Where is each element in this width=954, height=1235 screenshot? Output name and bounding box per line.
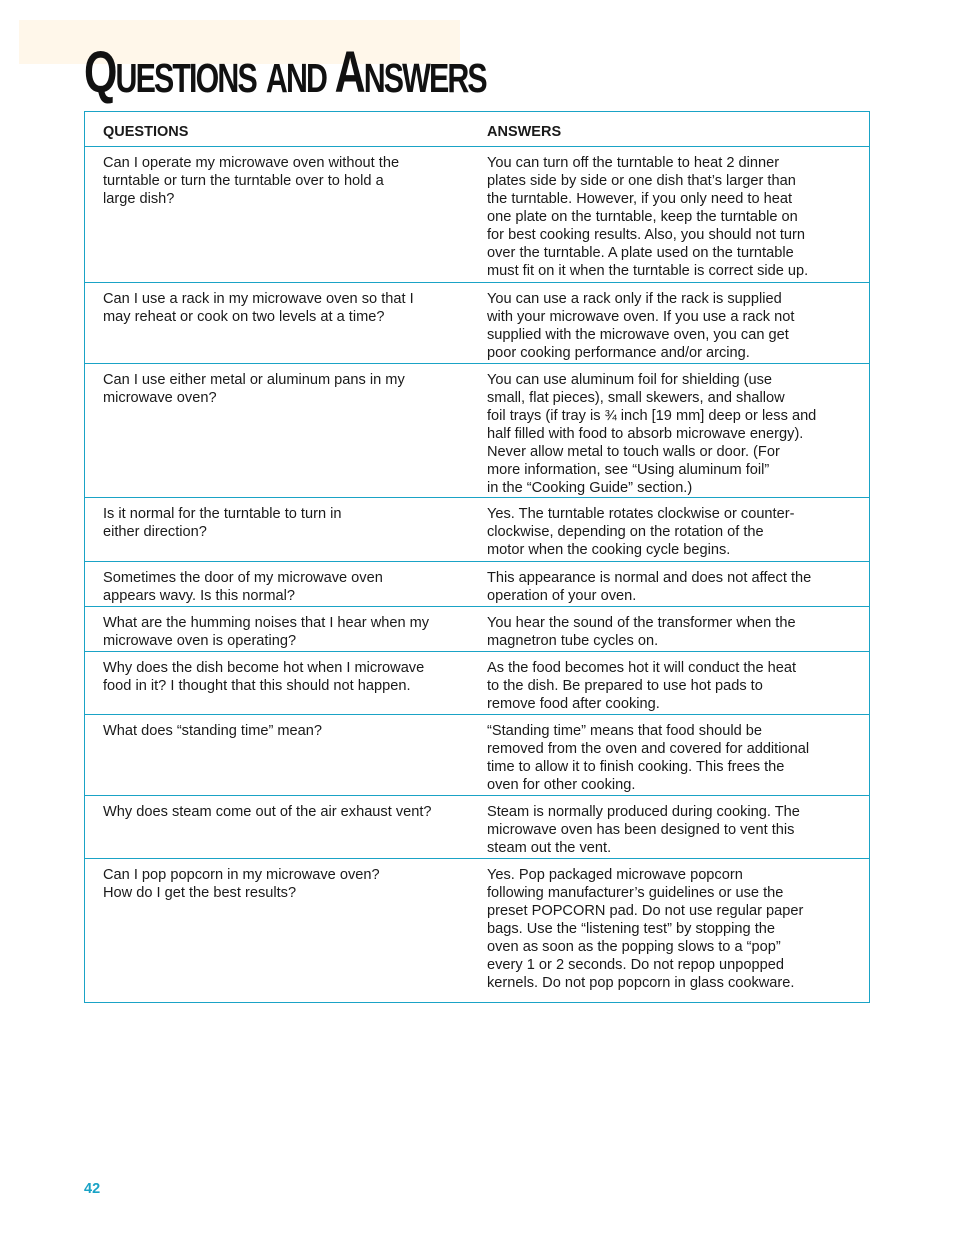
table-row xyxy=(85,651,869,714)
page-title: Questions and Answers xyxy=(84,40,486,105)
question-cell: What does “standing time” mean? xyxy=(103,723,323,739)
answer-cell: “Standing time” means that food should be removed from the oven and covered for additional time to allow it to finish cooking. This frees the oven for other cooking. xyxy=(487,723,810,793)
question-cell: Why does steam come out of the air exhaust vent? xyxy=(103,804,432,820)
table-row xyxy=(85,606,869,651)
answer-cell: You can use a rack only if the rack is supplied with your microwave oven. If you use a rack not supplied with the microwave oven, you can get poor cooking performance and/or arcing. xyxy=(487,291,795,361)
table-header-row xyxy=(85,112,869,146)
answer-cell: As the food becomes hot it will conduct the heat to the dish. Be prepared to use hot pads to remove food after cooking. xyxy=(487,660,797,712)
answer-cell: Steam is normally produced during cooking. The microwave oven has been designed to vent this steam out the vent. xyxy=(487,804,800,856)
table-row xyxy=(85,561,869,606)
question-cell: Can I use either metal or aluminum pans in my microwave oven? xyxy=(103,372,405,406)
question-cell: Can I pop popcorn in my microwave oven? How do I get the best results? xyxy=(103,867,380,901)
qa-table xyxy=(84,111,870,1003)
table-row xyxy=(85,363,869,497)
answer-cell: This appearance is normal and does not affect the operation of your oven. xyxy=(487,570,812,604)
answer-cell: You can use aluminum foil for shielding (use small, flat pieces), small skewers, and shallow foil trays (if tray is ¾ inch [19 mm] deep or less and half filled with food to absorb microwave energy). Never allow metal to touch walls or door. (For more information, see “Using aluminum foil” in the “Cooking Guide” section.) xyxy=(487,372,817,496)
table-row xyxy=(85,497,869,561)
question-cell: Can I operate my microwave oven without the turntable or turn the turntable over to hold a large dish? xyxy=(103,155,400,207)
answer-cell: You can turn off the turntable to heat 2 dinner plates side by side or one dish that’s larger than the turntable. However, if you only need to heat one plate on the turntable, keep the turntable on for best cooking results. Also, you should not turn over the turntable. A plate used on the turntable must fit on it when the turntable is correct side up. xyxy=(487,155,809,279)
table-row xyxy=(85,858,869,1002)
answer-cell: Yes. Pop packaged microwave popcorn following manufacturer’s guidelines or use the preset POPCORN pad. Do not use regular paper bags. Use the “listening test” by stopping the oven as soon as the popping slows to a “pop” every 1 or 2 seconds. Do not repop unpopped kernels. Do not pop popcorn in glass cookware. xyxy=(487,867,804,991)
question-cell: Is it normal for the turntable to turn in either direction? xyxy=(103,506,342,540)
table-row xyxy=(85,146,869,282)
answers-column-header: ANSWERS xyxy=(487,124,562,140)
question-cell: Sometimes the door of my microwave oven appears wavy. Is this normal? xyxy=(103,570,383,604)
answer-cell: You hear the sound of the transformer when the magnetron tube cycles on. xyxy=(487,615,796,649)
questions-column-header: QUESTIONS xyxy=(103,124,189,140)
table-row xyxy=(85,795,869,858)
table-row xyxy=(85,714,869,795)
question-cell: Why does the dish become hot when I microwave food in it? I thought that this should not happen. xyxy=(103,660,425,694)
question-cell: Can I use a rack in my microwave oven so that I may reheat or cook on two levels at a time? xyxy=(103,291,414,325)
question-cell: What are the humming noises that I hear when my microwave oven is operating? xyxy=(103,615,430,649)
page-number: 42 xyxy=(84,1181,101,1197)
table-row xyxy=(85,282,869,363)
answer-cell: Yes. The turntable rotates clockwise or counter- clockwise, depending on the rotation of the motor when the cooking cycle begins. xyxy=(487,506,795,558)
